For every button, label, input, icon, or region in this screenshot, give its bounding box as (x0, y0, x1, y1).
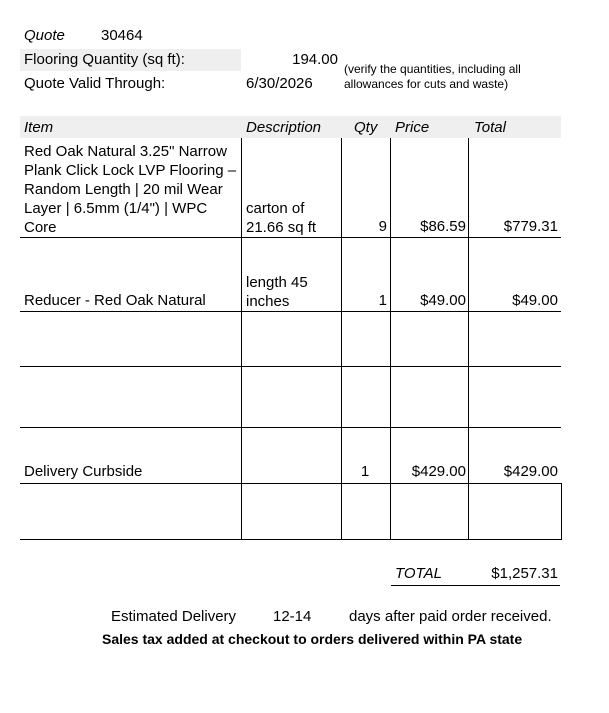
header-item: Item (24, 119, 54, 136)
valid-through-label: Quote Valid Through: (24, 75, 166, 92)
row2-item: Reducer - Red Oak Natural (24, 292, 206, 309)
row-divider (20, 483, 561, 484)
row1-qty: 9 (378, 218, 387, 235)
row2-qty: 1 (378, 292, 387, 309)
column-divider (468, 138, 469, 540)
flooring-qty-value: 194.00 (292, 51, 338, 68)
total-value: $1,257.31 (491, 565, 558, 582)
header-total: Total (474, 119, 506, 136)
row5-item: Delivery Curbside (24, 463, 143, 480)
row-divider (20, 539, 561, 540)
row2-description: length 45 inches (246, 274, 308, 310)
row1-description: carton of 21.66 sq ft (246, 200, 317, 236)
quantity-note: (verify the quantities, including all allowances for cuts and waste) (344, 62, 521, 91)
row1-total: $779.31 (503, 218, 558, 235)
column-divider (241, 138, 242, 540)
column-divider (341, 138, 342, 540)
header-qty: Qty (354, 119, 378, 136)
row5-total: $429.00 (503, 463, 558, 480)
quote-number: 30464 (101, 27, 143, 44)
delivery-days: 12-14 (273, 608, 312, 625)
row5-price: $429.00 (411, 463, 466, 480)
header-price: Price (395, 119, 430, 136)
column-divider (561, 483, 562, 540)
row1-price: $86.59 (420, 218, 466, 235)
row-divider (20, 427, 561, 428)
row2-total: $49.00 (512, 292, 558, 309)
flooring-qty-label: Flooring Quantity (sq ft): (24, 51, 185, 68)
column-divider (390, 138, 391, 540)
tax-note: Sales tax added at checkout to orders delivered within PA state (102, 631, 523, 647)
delivery-suffix: days after paid order received. (349, 608, 552, 625)
row5-qty: 1 (360, 463, 370, 480)
header-description: Description (246, 119, 322, 136)
row1-item: Red Oak Natural 3.25" Narrow Plank Click Lock LVP Flooring – Random Length | 20 mil Wear Layer | 6.5mm (1/4") | WPC Core (24, 143, 237, 236)
quote-label: Quote (24, 27, 65, 44)
total-label: TOTAL (395, 565, 442, 582)
delivery-label: Estimated Delivery (111, 608, 237, 625)
row2-price: $49.00 (420, 292, 466, 309)
row-divider (20, 237, 561, 238)
valid-through-value: 6/30/2026 (246, 75, 313, 92)
row-divider (20, 366, 561, 367)
total-underline (391, 585, 560, 586)
row-divider (20, 311, 561, 312)
